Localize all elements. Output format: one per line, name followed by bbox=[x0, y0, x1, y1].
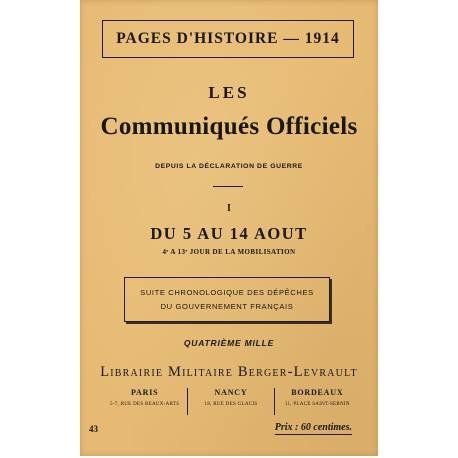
series-header-box bbox=[102, 20, 354, 58]
publisher-cities bbox=[102, 388, 360, 415]
edition-label: QUATRIÈME MILLE bbox=[183, 338, 275, 348]
series-title: PAGES D'HISTOIRE — 1914 bbox=[116, 30, 340, 47]
description-line-2: DU GOUVERNEMENT FRANÇAIS bbox=[160, 301, 294, 311]
city-nancy bbox=[187, 388, 273, 415]
price-label: Prix : 60 centimes. bbox=[274, 422, 352, 433]
subtitle: DEPUIS LA DÉCLARATION DE GUERRE bbox=[155, 163, 303, 170]
description-box bbox=[124, 277, 330, 322]
city-name: BORDEAUX bbox=[291, 388, 344, 397]
title-article: LES bbox=[208, 83, 250, 102]
issue-number: 43 bbox=[89, 424, 98, 434]
main-title: Communiqués Officiels bbox=[100, 113, 358, 140]
city-name: PARIS bbox=[130, 388, 159, 397]
mobilisation-days: 4ᵉ A 13ᵉ JOUR DE LA MOBILISATION bbox=[162, 248, 296, 256]
city-bordeaux bbox=[274, 388, 360, 415]
city-address: 18, RUE DES GLACIS bbox=[204, 402, 258, 407]
publisher-name: Librairie Militaire Berger-Levrault bbox=[100, 364, 358, 380]
volume-number: I bbox=[227, 203, 231, 214]
city-paris bbox=[102, 388, 187, 415]
book-cover bbox=[80, 0, 378, 456]
city-name: NANCY bbox=[214, 388, 248, 397]
divider-rule bbox=[213, 186, 243, 187]
description-line-1: SUITE CHRONOLOGIQUE DES DÉPÊCHES bbox=[140, 287, 314, 297]
city-address: 5-7, RUE DES BEAUX-ARTS bbox=[109, 402, 180, 407]
city-address: 11, PLACE SAINT-SERNIN bbox=[284, 402, 350, 407]
date-range: DU 5 AU 14 AOUT bbox=[150, 224, 308, 243]
